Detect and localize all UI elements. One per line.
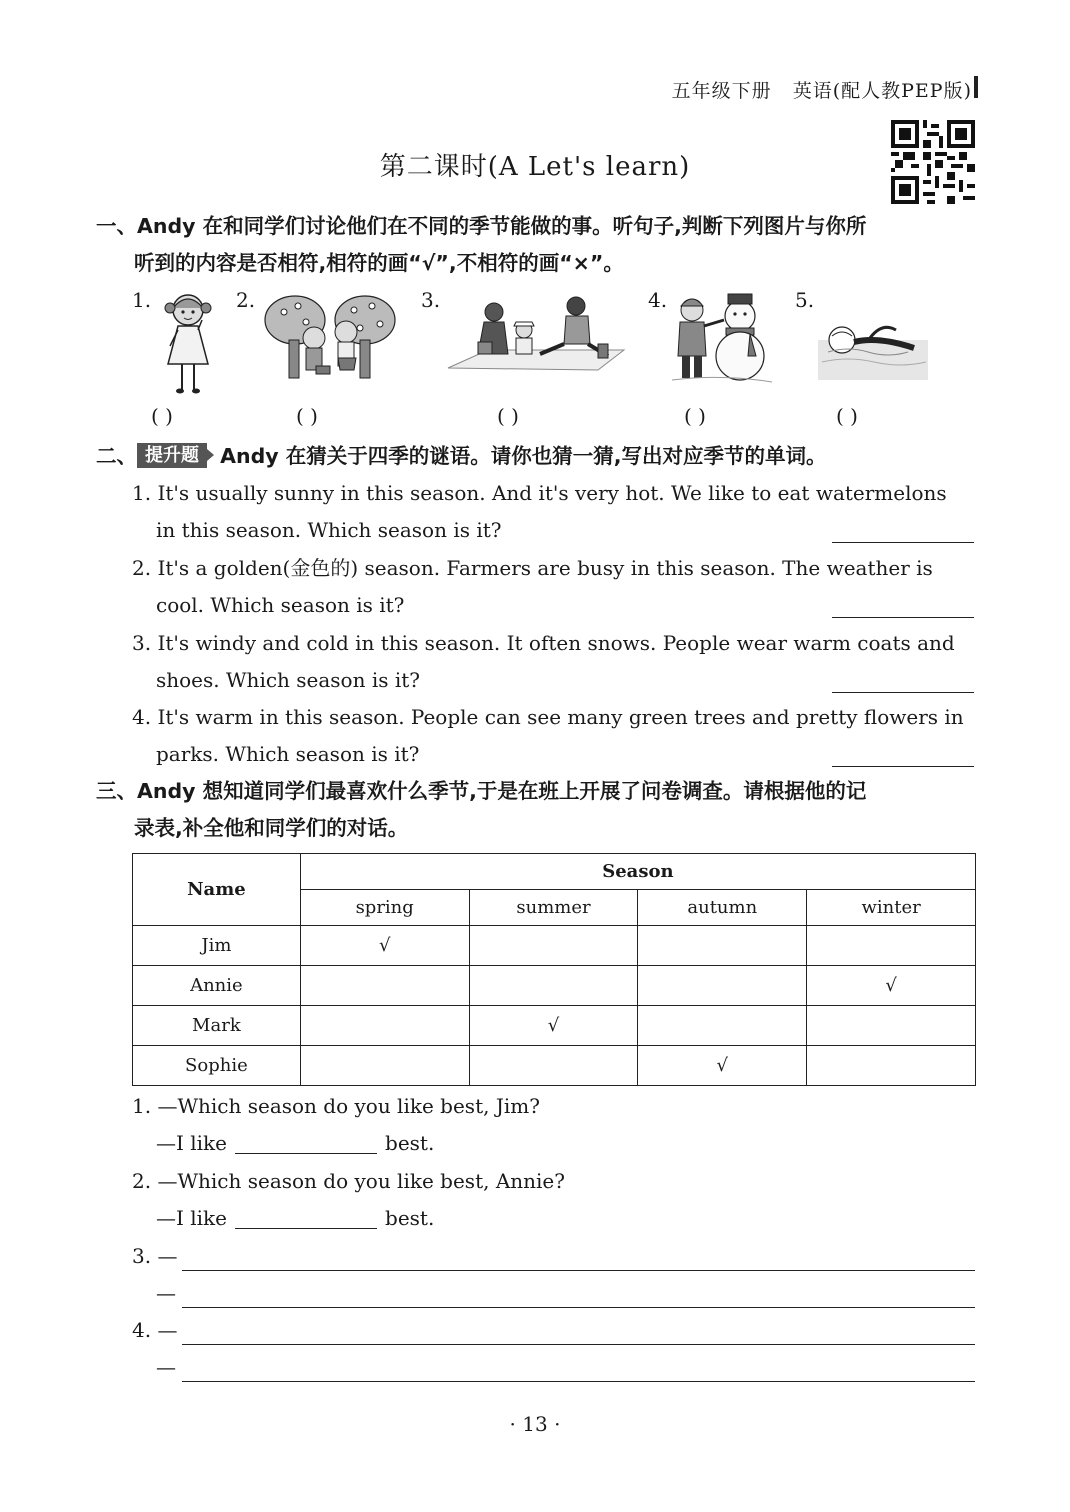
dialogue-2-blank[interactable] (235, 1206, 377, 1229)
answer-box-4[interactable]: ( ) (684, 404, 706, 428)
snowman-icon (672, 290, 772, 386)
section2-instructions (96, 438, 976, 475)
picnic-icon (448, 292, 624, 374)
season-spring: spring (300, 890, 469, 926)
picture-number-5: 5. (795, 288, 815, 312)
section1-line1: 一、Andy 在和同学们讨论他们在不同的季节能做的事。听句子,判断下列图片与你所 (96, 214, 867, 238)
dialogue-2-answer-pre: —I like (156, 1206, 228, 1230)
picture-number-2: 2. (236, 288, 256, 312)
advanced-badge: 提升题 (137, 443, 207, 468)
dialogue-1-answer-post: best. (385, 1131, 435, 1155)
check-mark (300, 1006, 469, 1046)
picture-number-4: 4. (648, 288, 668, 312)
section1-instructions (96, 208, 976, 282)
apple-picking-icon (262, 290, 398, 382)
dialogue-3-dash: — (156, 1281, 176, 1305)
dialogue-4-question-line[interactable] (182, 1344, 975, 1345)
dialogue-2-answer-post: best. (385, 1206, 435, 1230)
dialogue-1-question: 1. —Which season do you like best, Jim? (132, 1094, 540, 1118)
row-name: Jim (133, 926, 301, 966)
riddle-2-line1: 2. It's a golden(金色的) season. Farmers are busy in this season. The weather is (132, 556, 933, 580)
riddle-2-answer[interactable] (832, 595, 974, 618)
dialogue-2-question: 2. —Which season do you like best, Annie? (132, 1169, 565, 1193)
riddle-3-line1: 3. It's windy and cold in this season. It often snows. People wear warm coats and (132, 631, 955, 655)
name-header: Name (133, 854, 301, 926)
picture-number-3: 3. (421, 288, 441, 312)
check-mark: √ (469, 1006, 638, 1046)
check-mark (807, 1046, 976, 1086)
riddle-3-answer[interactable] (832, 670, 974, 693)
riddle-2-line2: cool. Which season is it? (156, 593, 405, 617)
book-subject: 英语(配人教PEP版) (792, 80, 972, 102)
table-row (133, 926, 976, 966)
season-autumn: autumn (638, 890, 807, 926)
dialogue-4-answer-line[interactable] (182, 1381, 975, 1382)
dialogue-3-number: 3. — (132, 1244, 178, 1268)
answer-box-1[interactable]: ( ) (151, 404, 173, 428)
section3-line1: 三、Andy 想知道同学们最喜欢什么季节,于是在班上开展了问卷调查。请根据他的记 (96, 779, 867, 803)
riddle-1-line2: in this season. Which season is it? (156, 518, 502, 542)
check-mark (638, 1006, 807, 1046)
section2-prefix: 二、 (96, 444, 137, 468)
check-mark (807, 926, 976, 966)
dialogue-4-number: 4. — (132, 1318, 178, 1342)
dialogue-2-answer (156, 1206, 434, 1230)
dialogue-3-question-line[interactable] (182, 1270, 975, 1271)
riddle-3-line2: shoes. Which season is it? (156, 668, 421, 692)
riddle-4-line1: 4. It's warm in this season. People can see many green trees and pretty flowers in (132, 705, 964, 729)
riddle-1-answer[interactable] (832, 520, 974, 543)
check-mark (469, 1046, 638, 1086)
check-mark: √ (300, 926, 469, 966)
season-summer: summer (469, 890, 638, 926)
riddle-1-line1: 1. It's usually sunny in this season. And it's very hot. We like to eat watermelons (132, 481, 947, 505)
riddle-4-answer[interactable] (832, 744, 974, 767)
girl-icon (158, 290, 218, 396)
table-row (133, 1006, 976, 1046)
section3-instructions (96, 773, 976, 847)
table-row (133, 1046, 976, 1086)
check-mark: √ (807, 966, 976, 1006)
row-name: Annie (133, 966, 301, 1006)
dialogue-1-answer (156, 1131, 434, 1155)
riddle-4-line2: parks. Which season is it? (156, 742, 420, 766)
check-mark (469, 926, 638, 966)
answer-box-5[interactable]: ( ) (836, 404, 858, 428)
check-mark (807, 1006, 976, 1046)
row-name: Mark (133, 1006, 301, 1046)
section2-text: Andy 在猜关于四季的谜语。请你也猜一猜,写出对应季节的单词。 (220, 444, 827, 468)
season-winter: winter (807, 890, 976, 926)
dialogue-3-answer-line[interactable] (182, 1307, 975, 1308)
lesson-title: 第二课时(A Let's learn) (379, 152, 691, 182)
header-bar (974, 76, 978, 98)
book-grade: 五年级下册 (671, 80, 772, 102)
check-mark (469, 966, 638, 1006)
row-name: Sophie (133, 1046, 301, 1086)
survey-table (132, 853, 976, 1086)
answer-box-3[interactable]: ( ) (497, 404, 519, 428)
dialogue-1-blank[interactable] (235, 1131, 377, 1154)
check-mark (638, 966, 807, 1006)
check-mark (638, 926, 807, 966)
answer-box-2[interactable]: ( ) (296, 404, 318, 428)
book-header (672, 76, 972, 103)
page-number: · 13 · (509, 1412, 561, 1436)
dialogue-1-answer-pre: —I like (156, 1131, 228, 1155)
table-row (133, 966, 976, 1006)
section3-line2: 录表,补全他和同学们的对话。 (134, 816, 409, 840)
picture-number-1: 1. (132, 288, 152, 312)
dialogue-4-dash: — (156, 1355, 176, 1379)
check-mark (300, 1046, 469, 1086)
check-mark: √ (638, 1046, 807, 1086)
check-mark (300, 966, 469, 1006)
season-header: Season (300, 854, 975, 890)
swimming-icon (818, 318, 928, 380)
section1-line2: 听到的内容是否相符,相符的画“√”,不相符的画“×”。 (134, 251, 624, 275)
